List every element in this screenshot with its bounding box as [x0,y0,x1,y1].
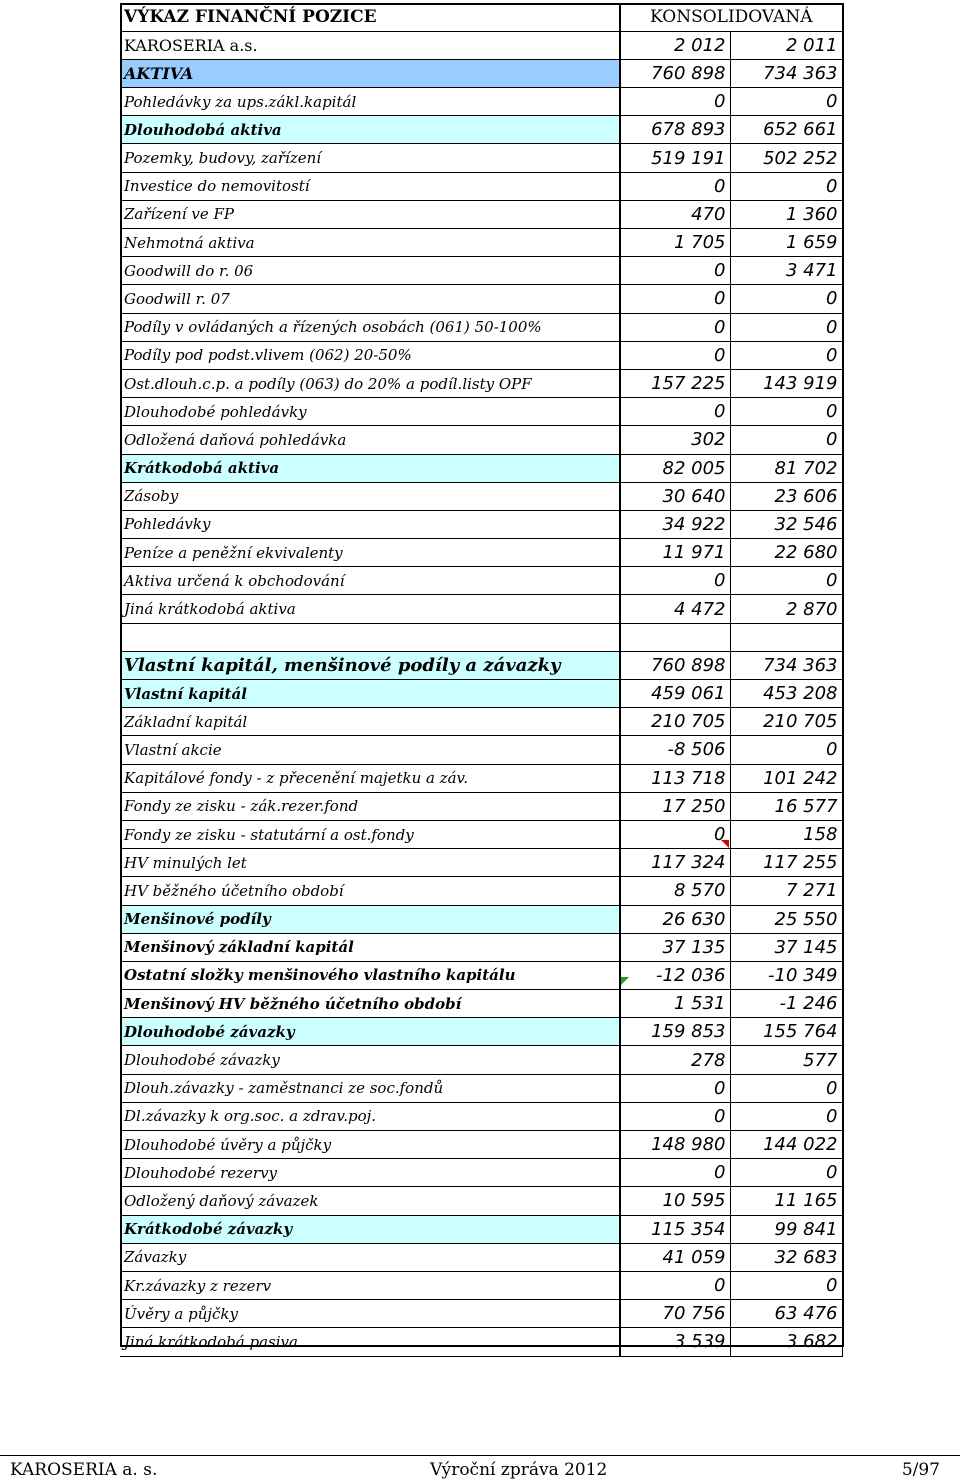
row-label: Investice do nemovitostí [120,172,620,200]
table-row [120,595,842,623]
value-2011: 0 [730,736,842,764]
value-2011: 0 [730,1159,842,1187]
table-row [120,567,842,595]
table-row [120,905,842,933]
table-row [120,1102,842,1130]
row-label: Menšinový HV běžného účetního období [120,990,620,1018]
table-row [120,229,842,257]
value-2012: 1 531 [620,990,730,1018]
row-label: Ost.dlouh.c.p. a podíly (063) do 20% a podíl.listy OPF [120,369,620,397]
table-row [120,849,842,877]
table-row [120,257,842,285]
value-2012: 117 324 [620,849,730,877]
table-row [120,369,842,397]
value-2011: 577 [730,1046,842,1074]
row-label: Kapitálové fondy - z přecenění majetku a záv. [120,764,620,792]
value-2011: 0 [730,285,842,313]
value-2012: 41 059 [620,1243,730,1271]
row-label: Zařízení ve FP [120,200,620,228]
value-2011: 1 360 [730,200,842,228]
value-2012: 0 [620,1159,730,1187]
value-2011: 0 [730,1271,842,1299]
value-2011: 0 [730,398,842,426]
table-row [120,454,842,482]
table-row [120,200,842,228]
value-2012: -8 506 [620,736,730,764]
table-row [120,1328,842,1356]
table-row [120,482,842,510]
value-2011: 22 680 [730,539,842,567]
value-2011: 502 252 [730,144,842,172]
value-2011: 37 145 [730,933,842,961]
table-row [120,172,842,200]
table-row [120,990,842,1018]
row-label: AKTIVA [120,59,620,87]
value-2011: 734 363 [730,59,842,87]
value-2012: 0 [620,1074,730,1102]
row-label: Dlouhodobé rezervy [120,1159,620,1187]
row-label: Odložená daňová pohledávka [120,426,620,454]
report-title: VÝKAZ FINANČNÍ POZICE [120,3,620,31]
row-label: HV minulých let [120,849,620,877]
value-2012: 26 630 [620,905,730,933]
row-label: Dlouhodobé závazky [120,1018,620,1046]
spacer-cell [120,623,620,651]
row-label: Dlouhodobé úvěry a půjčky [120,1131,620,1159]
value-2012: 8 570 [620,877,730,905]
row-label: Pohledávky [120,510,620,538]
value-2012: 34 922 [620,510,730,538]
table-row [120,764,842,792]
value-2012: 0 [620,567,730,595]
row-label: HV běžného účetního období [120,877,620,905]
value-2011: 0 [730,567,842,595]
value-2011: 734 363 [730,651,842,679]
table-row [120,680,842,708]
value-2012: 302 [620,426,730,454]
row-label: Krátkodobá aktiva [120,454,620,482]
value-2011: 1 659 [730,229,842,257]
table-row [120,1131,842,1159]
row-label: Závazky [120,1243,620,1271]
value-2012: 459 061 [620,680,730,708]
row-label: Zásoby [120,482,620,510]
year-previous: 2 011 [730,31,842,59]
value-2011: 144 022 [730,1131,842,1159]
row-label: Kr.závazky z rezerv [120,1271,620,1299]
row-label: Vlastní akcie [120,736,620,764]
value-2012: 760 898 [620,59,730,87]
value-2012: 0 [620,1102,730,1130]
value-2011: 158 [730,820,842,848]
value-2012: 157 225 [620,369,730,397]
comment-marker [721,840,729,848]
value-2011: 0 [730,341,842,369]
value-2011: 2 870 [730,595,842,623]
value-2012: 70 756 [620,1300,730,1328]
footer-report-name: Výroční zpráva 2012 [430,1460,608,1480]
value-2011: 0 [730,172,842,200]
row-label: Dlouhodobá aktiva [120,116,620,144]
spacer-cell [620,623,730,651]
row-label: Menšinové podíly [120,905,620,933]
row-label: Podíly pod podst.vlivem (062) 20-50% [120,341,620,369]
value-2011: -10 349 [730,961,842,989]
table-row [120,1187,842,1215]
value-2012: 82 005 [620,454,730,482]
value-2012: 519 191 [620,144,730,172]
table-row [120,877,842,905]
value-2011: 16 577 [730,792,842,820]
value-2011: -1 246 [730,990,842,1018]
row-label: Odložený daňový závazek [120,1187,620,1215]
value-2012: 0 [620,313,730,341]
value-2011: 210 705 [730,708,842,736]
value-2012: 0 [620,341,730,369]
value-2011: 0 [730,88,842,116]
table-row [120,1018,842,1046]
value-2012: 278 [620,1046,730,1074]
spacer-cell [730,623,842,651]
error-marker [621,977,629,985]
table-row [120,116,842,144]
table-row [120,1074,842,1102]
value-2012: 0 [620,285,730,313]
row-label: Dl.závazky k org.soc. a zdrav.poj. [120,1102,620,1130]
value-2011: 99 841 [730,1215,842,1243]
value-2011: 81 702 [730,454,842,482]
row-label: Menšinový základní kapitál [120,933,620,961]
header-row-years [120,31,842,59]
value-2012: 0 [620,88,730,116]
row-label: Jiná krátkodobá aktiva [120,595,620,623]
row-label: Fondy ze zisku - zák.rezer.fond [120,792,620,820]
table-row [120,341,842,369]
value-2011: 7 271 [730,877,842,905]
value-2011: 3 682 [730,1328,842,1356]
table-row [120,59,842,87]
table-row [120,1271,842,1299]
value-2012: 10 595 [620,1187,730,1215]
table-row [120,426,842,454]
value-2011: 3 471 [730,257,842,285]
header-row-title [120,3,842,31]
table-row [120,313,842,341]
value-2011: 143 919 [730,369,842,397]
value-2012: 0 [620,257,730,285]
value-2012: 30 640 [620,482,730,510]
table-row [120,285,842,313]
row-label: Pozemky, budovy, zařízení [120,144,620,172]
row-label: Krátkodobé závazky [120,1215,620,1243]
value-2011: 0 [730,1074,842,1102]
table-row [120,1046,842,1074]
row-label: Aktiva určená k obchodování [120,567,620,595]
row-label: Jiná krátkodobá pasiva [120,1328,620,1356]
value-2011: 155 764 [730,1018,842,1046]
row-label: Goodwill r. 07 [120,285,620,313]
row-label: Nehmotná aktiva [120,229,620,257]
table-row [120,820,842,848]
value-2011: 25 550 [730,905,842,933]
value-2012: 0 [620,172,730,200]
row-label: Vlastní kapitál, menšinové podíly a závazky [120,651,620,679]
table-row [120,961,842,989]
table-row [120,1300,842,1328]
spacer-row [120,623,842,651]
value-2012: 760 898 [620,651,730,679]
table-row [120,1159,842,1187]
row-label: Dlouh.závazky - zaměstnanci ze soc.fondů [120,1074,620,1102]
financial-position-table [120,3,843,1357]
value-2012: 115 354 [620,1215,730,1243]
value-2012: 3 539 [620,1328,730,1356]
footer-page-number: 5/97 [901,1460,940,1480]
row-label: Peníze a peněžní ekvivalenty [120,539,620,567]
value-2012: 0 [620,398,730,426]
table-row [120,144,842,172]
value-2012: 148 980 [620,1131,730,1159]
table-row [120,736,842,764]
row-label: Dlouhodobé pohledávky [120,398,620,426]
value-2012: 11 971 [620,539,730,567]
table-row [120,510,842,538]
consolidation-label: KONSOLIDOVANÁ [620,3,842,31]
table-row [120,539,842,567]
value-2011: 453 208 [730,680,842,708]
row-label: Ostatní složky menšinového vlastního kapitálu [120,961,620,989]
row-label: Základní kapitál [120,708,620,736]
year-current: 2 012 [620,31,730,59]
value-2011: 32 546 [730,510,842,538]
value-2012: 678 893 [620,116,730,144]
table-row [120,1243,842,1271]
row-label: Dlouhodobé závazky [120,1046,620,1074]
value-2012: 210 705 [620,708,730,736]
value-2011: 23 606 [730,482,842,510]
value-2012: 37 135 [620,933,730,961]
value-2011: 101 242 [730,764,842,792]
value-2011: 117 255 [730,849,842,877]
value-2012: 17 250 [620,792,730,820]
table-row [120,933,842,961]
value-2011: 0 [730,426,842,454]
value-2011: 0 [730,313,842,341]
value-2012: 1 705 [620,229,730,257]
value-2012: 4 472 [620,595,730,623]
value-2012: 113 718 [620,764,730,792]
row-label: Fondy ze zisku - statutární a ost.fondy [120,820,620,848]
table-row [120,792,842,820]
value-2012: 0 [620,1271,730,1299]
table-row [120,398,842,426]
value-2012: 470 [620,200,730,228]
value-2012: 0 [620,820,730,848]
row-label: Úvěry a půjčky [120,1300,620,1328]
value-2011: 652 661 [730,116,842,144]
row-label: Goodwill do r. 06 [120,257,620,285]
row-label: Vlastní kapitál [120,680,620,708]
row-label: Podíly v ovládaných a řízených osobách (061) 50-100% [120,313,620,341]
value-2011: 11 165 [730,1187,842,1215]
table-row [120,88,842,116]
page-footer [0,1455,960,1483]
footer-company: KAROSERIA a. s. [10,1460,158,1480]
table-row [120,651,842,679]
company-name: KAROSERIA a.s. [120,31,620,59]
table-row [120,1215,842,1243]
value-2011: 32 683 [730,1243,842,1271]
table-row [120,708,842,736]
value-2012: 159 853 [620,1018,730,1046]
value-2012: -12 036 [620,961,730,989]
row-label: Pohledávky za ups.zákl.kapitál [120,88,620,116]
value-2011: 0 [730,1102,842,1130]
value-2011: 63 476 [730,1300,842,1328]
